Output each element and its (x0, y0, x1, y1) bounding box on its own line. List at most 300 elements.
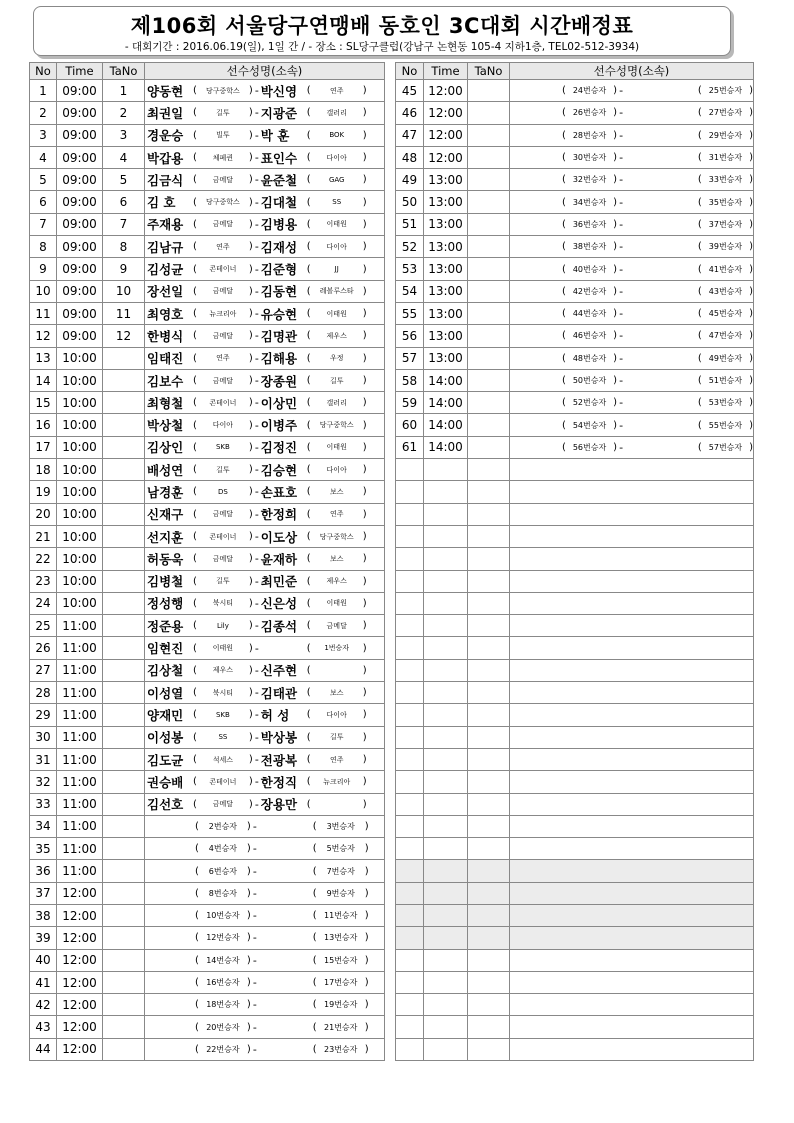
cell-no: 25 (30, 615, 57, 637)
match-pair (145, 682, 384, 703)
player-a-name: 김병철 (147, 574, 184, 590)
paren-close: ) (246, 977, 251, 989)
empty-cell (510, 793, 754, 815)
cell-time: 10:00 (57, 459, 103, 481)
paren-close: ) (362, 85, 367, 97)
empty-cell (424, 1016, 468, 1038)
paren-close: ) (749, 330, 753, 342)
empty-cell (424, 637, 468, 659)
cell-players (145, 682, 385, 704)
cell-tano (103, 637, 145, 659)
cell-time: 09:00 (57, 213, 103, 235)
cell-players (145, 80, 385, 102)
cell-tano (103, 971, 145, 993)
paren-open: ( (306, 129, 311, 141)
match-pair (145, 637, 384, 658)
cell-players (145, 882, 385, 904)
cell-tano (468, 124, 510, 146)
empty-cell (424, 548, 468, 570)
cell-tano (468, 280, 510, 302)
paren-close: ) (248, 531, 253, 543)
cell-no: 46 (396, 102, 424, 124)
match-pair (145, 459, 384, 480)
empty-cell (510, 459, 754, 481)
winner-pair (510, 125, 753, 146)
table-row (30, 682, 385, 704)
empty-cell (396, 927, 424, 949)
table-row (30, 481, 385, 503)
player-b-club: 길투 (329, 376, 344, 385)
versus-dash: - (252, 998, 257, 1012)
player-a-club: 콘테이너 (209, 777, 237, 786)
match-pair (145, 794, 384, 815)
cell-players (145, 637, 385, 659)
table-row (30, 637, 385, 659)
cell-tano (468, 80, 510, 102)
player-a-club: 석세스 (212, 755, 234, 764)
cell-tano (103, 704, 145, 726)
paren-open: ( (193, 85, 197, 97)
versus-dash: - (619, 84, 624, 98)
empty-cell (468, 838, 510, 860)
table-row (396, 436, 754, 458)
cell-no: 17 (30, 436, 57, 458)
player-b-name: 김동현 (260, 284, 298, 300)
winner-a: 14번승자 (206, 955, 240, 965)
cell-no: 27 (30, 659, 57, 681)
cell-tano (103, 592, 145, 614)
cell-tano (468, 392, 510, 414)
cell-time: 14:00 (424, 414, 468, 436)
player-b-name: 김태관 (260, 685, 298, 701)
versus-dash: - (619, 173, 624, 187)
empty-cell (468, 481, 510, 503)
player-b-club: 레볼루스타 (319, 287, 354, 296)
cell-no: 34 (30, 815, 57, 837)
paren-open: ( (306, 620, 311, 632)
paren-open: ( (306, 486, 311, 498)
table-row (30, 124, 385, 146)
cell-time: 11:00 (57, 771, 103, 793)
paren-close: ) (362, 174, 367, 186)
cell-time: 12:00 (57, 949, 103, 971)
paren-close: ) (248, 731, 253, 743)
empty-cell (468, 904, 510, 926)
versus-dash: - (619, 151, 624, 165)
player-a-name: 허동욱 (147, 551, 184, 567)
cell-no: 15 (30, 392, 57, 414)
winner-pair (145, 816, 384, 837)
cell-no: 48 (396, 146, 424, 168)
table-row (30, 146, 385, 168)
paren-open: ( (697, 196, 702, 208)
cell-players (145, 191, 385, 213)
table-row (396, 236, 754, 258)
player-a-name: 최형철 (147, 395, 184, 411)
paren-close: ) (749, 263, 753, 275)
cell-tano (468, 258, 510, 280)
versus-dash: - (254, 775, 259, 789)
winner-pair (510, 147, 753, 168)
paren-open: ( (193, 687, 197, 699)
winner-pair (510, 281, 753, 302)
player-b-name: 이병주 (260, 418, 298, 434)
cell-time: 12:00 (57, 971, 103, 993)
winner-b: 19번승자 (324, 1000, 358, 1010)
paren-close: ) (362, 241, 367, 253)
player-b-club: 제우스 (326, 577, 347, 586)
cell-players (510, 191, 754, 213)
versus-dash: - (252, 886, 257, 900)
cell-time: 09:00 (57, 236, 103, 258)
paren-open: ( (193, 531, 197, 543)
paren-close: ) (248, 464, 253, 476)
table-row (30, 325, 385, 347)
player-b-name: 김재성 (260, 239, 298, 255)
table-row (396, 392, 754, 414)
cell-players (510, 236, 754, 258)
winner-a: 2번승자 (208, 821, 238, 831)
table-row (396, 414, 754, 436)
winner-b: 13번승자 (324, 933, 358, 943)
versus-dash: - (619, 307, 624, 321)
empty-cell (424, 904, 468, 926)
table-row (396, 146, 754, 168)
match-pair (145, 258, 384, 279)
match-pair (145, 481, 384, 502)
paren-open: ( (562, 263, 566, 275)
winner-b: 31번승자 (708, 153, 743, 163)
table-row (396, 280, 754, 302)
cell-players (510, 436, 754, 458)
versus-dash: - (254, 440, 259, 454)
winner-a: 50번승자 (572, 376, 607, 385)
paren-close: ) (362, 553, 367, 565)
versus-dash: - (254, 307, 259, 321)
paren-open: ( (312, 887, 317, 899)
empty-cell (396, 882, 424, 904)
table-row (30, 748, 385, 770)
winner-a: 42번승자 (572, 286, 607, 296)
winner-b: 15번승자 (324, 955, 358, 965)
empty-cell (510, 726, 754, 748)
player-b-club: 제우스 (326, 331, 347, 340)
cell-time: 13:00 (424, 191, 468, 213)
player-b-name: 김해용 (260, 351, 298, 367)
paren-open: ( (697, 107, 702, 119)
player-b-name: 최민준 (260, 574, 298, 590)
paren-open: ( (306, 687, 311, 699)
player-b-club: 이태원 (326, 220, 347, 229)
table-row (396, 169, 754, 191)
versus-dash: - (252, 1042, 257, 1056)
player-b-name: 허 성 (260, 707, 290, 723)
paren-open: ( (193, 508, 197, 520)
paren-close: ) (362, 687, 367, 699)
cell-time: 14:00 (424, 369, 468, 391)
cell-time: 11:00 (57, 637, 103, 659)
versus-dash: - (252, 931, 257, 945)
cell-tano (103, 882, 145, 904)
paren-close: ) (248, 397, 253, 409)
cell-tano (103, 347, 145, 369)
paren-open: ( (697, 397, 702, 409)
paren-close: ) (749, 218, 753, 230)
paren-close: ) (248, 553, 253, 565)
player-a-name: 양재민 (147, 707, 184, 723)
cell-players (145, 525, 385, 547)
empty-cell (396, 771, 424, 793)
paren-open: ( (697, 174, 702, 186)
empty-row (396, 592, 754, 614)
page-subtitle: - 대회기간 : 2016.06.19(일), 1일 간 / - 장소 : SL당구클럽(강남구 논현동 105-4 지하1층, TEL02-512-3934) (124, 41, 640, 53)
header-time: Time (424, 63, 468, 80)
paren-close: ) (749, 196, 753, 208)
paren-close: ) (248, 486, 253, 498)
cell-tano (103, 659, 145, 681)
paren-close: ) (248, 196, 253, 208)
table-row (30, 503, 385, 525)
winner-b: 45번승자 (708, 309, 743, 319)
paren-open: ( (306, 508, 311, 520)
empty-cell (468, 659, 510, 681)
cell-time: 11:00 (57, 748, 103, 770)
match-pair (145, 414, 384, 435)
winner-pair (145, 1039, 384, 1060)
versus-dash: - (254, 396, 259, 410)
player-b-name: 손표호 (260, 484, 298, 500)
table-row (30, 436, 385, 458)
cell-time: 13:00 (424, 236, 468, 258)
player-b-name: 김준형 (260, 262, 298, 278)
versus-dash: - (254, 552, 259, 566)
winner-a: 10번승자 (206, 911, 240, 921)
cell-time: 09:00 (57, 302, 103, 324)
player-a-name: 김금식 (147, 172, 184, 188)
paren-close: ) (362, 664, 367, 676)
table-row (30, 548, 385, 570)
cell-no: 53 (396, 258, 424, 280)
empty-cell (424, 570, 468, 592)
cell-no: 20 (30, 503, 57, 525)
empty-cell (396, 793, 424, 815)
cell-time: 12:00 (424, 146, 468, 168)
player-b-club: 갤러리 (326, 108, 347, 117)
cell-players (145, 704, 385, 726)
winner-b: 35번승자 (708, 197, 743, 207)
paren-close: ) (248, 664, 253, 676)
paren-open: ( (193, 798, 197, 810)
player-a-name: 이성봉 (147, 730, 184, 746)
empty-row (396, 548, 754, 570)
match-pair (145, 80, 384, 101)
paren-close: ) (613, 241, 618, 253)
header-tano: TaNo (103, 63, 145, 80)
cell-tano: 1 (103, 80, 145, 102)
cell-no: 44 (30, 1038, 57, 1060)
player-a-name: 권승배 (147, 774, 184, 790)
paren-open: ( (193, 241, 197, 253)
paren-open: ( (195, 977, 199, 989)
cell-no: 1 (30, 80, 57, 102)
paren-close: ) (248, 620, 253, 632)
cell-tano: 7 (103, 213, 145, 235)
versus-dash: - (254, 418, 259, 432)
cell-tano (103, 459, 145, 481)
paren-open: ( (562, 152, 566, 164)
paren-open: ( (195, 865, 199, 877)
paren-open: ( (306, 397, 311, 409)
player-a-name: 김상철 (147, 663, 184, 679)
cell-no: 33 (30, 793, 57, 815)
cell-players (145, 838, 385, 860)
cell-tano (103, 525, 145, 547)
paren-close: ) (362, 597, 367, 609)
cell-tano (468, 369, 510, 391)
empty-cell (468, 927, 510, 949)
empty-cell (510, 927, 754, 949)
winner-b: 37번승자 (708, 219, 743, 229)
paren-close: ) (749, 107, 753, 119)
cell-no: 49 (396, 169, 424, 191)
empty-cell (510, 570, 754, 592)
cell-no: 28 (30, 682, 57, 704)
winner-b: 43번승자 (708, 286, 743, 296)
paren-close: ) (248, 754, 253, 766)
empty-cell (396, 838, 424, 860)
table-row (30, 80, 385, 102)
match-pair (145, 727, 384, 748)
paren-close: ) (248, 375, 253, 386)
player-a-name: 김상인 (147, 440, 184, 456)
empty-cell (424, 525, 468, 547)
cell-time: 09:00 (57, 258, 103, 280)
cell-no: 14 (30, 369, 57, 391)
cell-players (145, 927, 385, 949)
paren-open: ( (312, 843, 317, 855)
paren-close: ) (246, 1043, 251, 1055)
header-players: 선수성명(소속) (510, 63, 754, 80)
cell-players (145, 280, 385, 302)
player-a-name: 김도균 (147, 752, 184, 768)
paren-open: ( (697, 441, 702, 453)
cell-tano (468, 146, 510, 168)
paren-close: ) (362, 152, 367, 164)
paren-close: ) (749, 129, 753, 141)
player-a-club: 콘테이너 (209, 398, 237, 407)
cell-no: 21 (30, 525, 57, 547)
empty-cell (510, 971, 754, 993)
table-row (30, 726, 385, 748)
paren-open: ( (312, 977, 317, 989)
player-a-name: 최영호 (147, 306, 184, 322)
paren-open: ( (697, 330, 702, 342)
cell-tano: 2 (103, 102, 145, 124)
paren-open: ( (697, 152, 702, 164)
winner-pair (510, 303, 753, 324)
player-b-club: 이태원 (326, 443, 347, 452)
player-b-club: 다이아 (326, 242, 347, 251)
empty-cell (424, 949, 468, 971)
cell-no: 39 (30, 927, 57, 949)
versus-dash: - (254, 574, 259, 588)
cell-time: 12:00 (57, 904, 103, 926)
paren-open: ( (193, 597, 197, 609)
paren-open: ( (193, 152, 197, 164)
cell-time: 12:00 (57, 1038, 103, 1060)
versus-dash: - (619, 284, 624, 298)
paren-close: ) (749, 152, 753, 164)
empty-row (396, 838, 754, 860)
player-b-club: JJ (334, 265, 339, 274)
cell-players (145, 592, 385, 614)
cell-time: 09:00 (57, 280, 103, 302)
cell-no: 31 (30, 748, 57, 770)
cell-no: 42 (30, 994, 57, 1016)
paren-close: ) (248, 441, 253, 453)
winner-pair (510, 325, 753, 346)
cell-tano (468, 102, 510, 124)
paren-close: ) (362, 218, 367, 230)
paren-close: ) (364, 843, 369, 855)
cell-players (145, 481, 385, 503)
versus-dash: - (619, 440, 624, 454)
paren-close: ) (749, 352, 753, 364)
empty-cell (510, 838, 754, 860)
empty-cell (468, 815, 510, 837)
empty-cell (468, 570, 510, 592)
cell-tano (103, 436, 145, 458)
cell-players (145, 726, 385, 748)
winner-pair (145, 927, 384, 948)
cell-players (145, 659, 385, 681)
player-b-name: 윤재하 (260, 551, 298, 567)
empty-cell (424, 503, 468, 525)
paren-close: ) (248, 107, 253, 119)
winner-b: 7번승자 (326, 866, 355, 876)
player-a-club: 금메달 (212, 554, 234, 563)
cell-players (145, 949, 385, 971)
empty-cell (510, 525, 754, 547)
cell-time: 11:00 (57, 659, 103, 681)
empty-row (396, 704, 754, 726)
winner-b: 49번승자 (708, 353, 743, 363)
paren-close: ) (362, 754, 367, 766)
cell-tano (468, 414, 510, 436)
paren-close: ) (364, 820, 369, 832)
player-a-club: 콘테이너 (209, 532, 237, 541)
winner-a: 22번승자 (206, 1044, 240, 1054)
cell-time: 13:00 (424, 325, 468, 347)
versus-dash: - (252, 953, 257, 967)
cell-tano (468, 169, 510, 191)
versus-dash: - (254, 195, 259, 209)
empty-cell (510, 882, 754, 904)
paren-open: ( (193, 308, 197, 320)
paren-close: ) (362, 776, 367, 788)
paren-open: ( (562, 441, 566, 453)
player-a-club: SS (218, 733, 228, 742)
player-b-name: 김명관 (260, 328, 298, 344)
paren-open: ( (306, 776, 311, 788)
winner-pair (145, 838, 384, 859)
empty-cell (468, 994, 510, 1016)
paren-close: ) (362, 352, 367, 364)
paren-open: ( (193, 754, 197, 766)
paren-open: ( (562, 129, 566, 141)
cell-players (145, 347, 385, 369)
player-b-name: 장용만 (260, 797, 298, 813)
